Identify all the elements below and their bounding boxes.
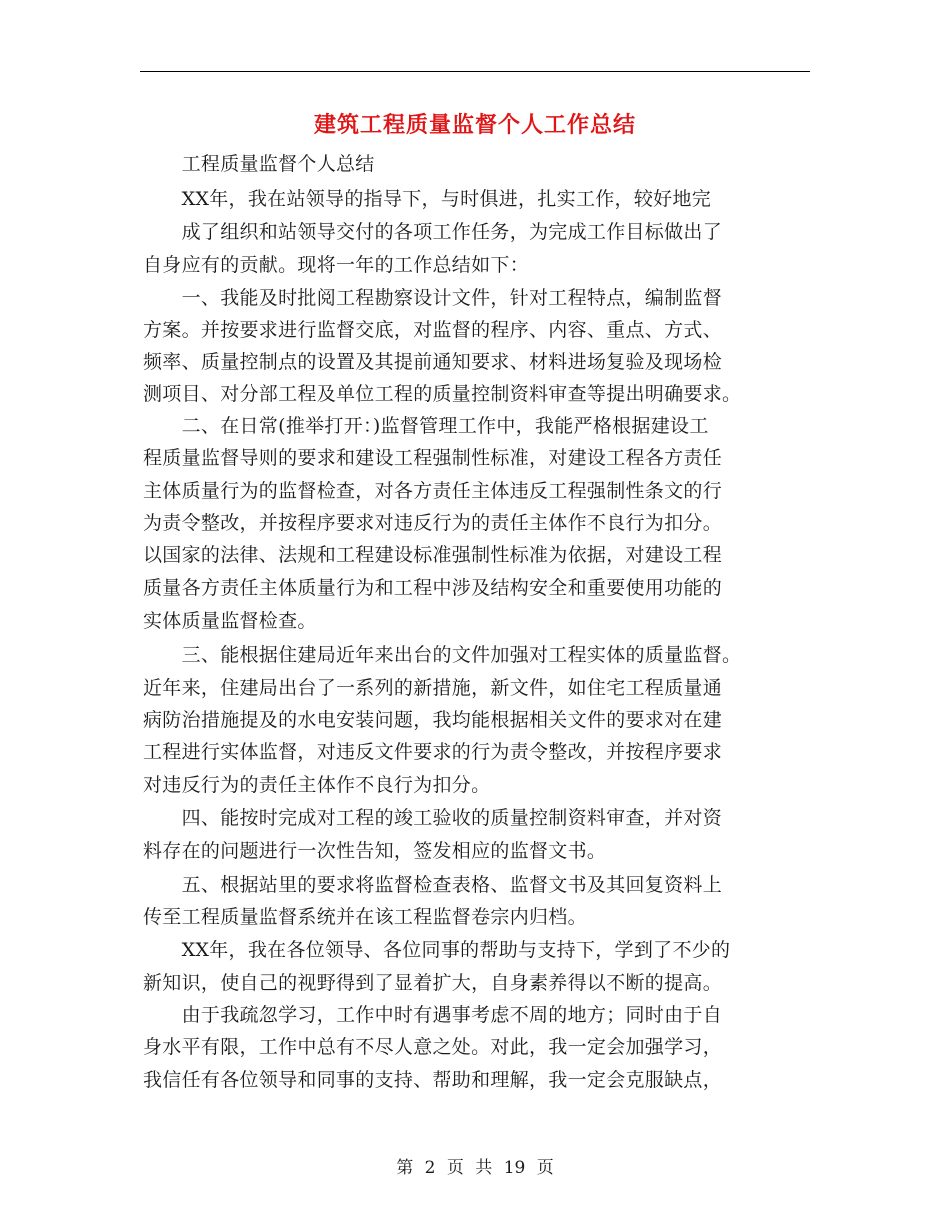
body-line: 由于我疏忽学习，工作中时有遇事考虑不周的地方；同时由于自: [143, 1004, 723, 1026]
body-line: 我信任有各位领导和同事的支持、帮助和理解，我一定会克服缺点，: [143, 1069, 723, 1091]
body-line: 主体质量行为的监督检查，对各方责任主体违反工程强制性条文的行: [143, 480, 723, 502]
body-line: 五、根据站里的要求将监督检查表格、监督文书及其回复资料上: [143, 874, 723, 896]
body-line: 四、能按时完成对工程的竣工验收的质量控制资料审查，并对资: [143, 807, 723, 829]
body-line: 传至工程质量监督系统并在该工程监督卷宗内归档。: [143, 906, 587, 928]
body-line: 三、能根据住建局近年来出台的文件加强对工程实体的质量监督。: [143, 644, 742, 666]
body-line: 一、我能及时批阅工程勘察设计文件，针对工程特点，编制监督: [143, 287, 723, 309]
body-line: 料存在的问题进行一次性告知，签发相应的监督文书。: [143, 840, 607, 862]
body-line: 方案。并按要求进行监督交底，对监督的程序、内容、重点、方式、: [143, 319, 723, 341]
page-number-footer: 第 2 页 共 19 页: [396, 1158, 554, 1178]
body-line: 工程质量监督个人总结: [143, 153, 375, 175]
header-rule: [140, 71, 810, 72]
body-line: 以国家的法律、法规和工程建设标准强制性标准为依据，对建设工程: [143, 544, 723, 566]
body-line: 程质量监督导则的要求和建设工程强制性标准，对建设工程各方责任: [143, 447, 723, 469]
body-line: 为责令整改，并按程序要求对违反行为的责任主体作不良行为扣分。: [143, 512, 723, 534]
body-line: 实体质量监督检查。: [143, 610, 317, 632]
body-line: 测项目、对分部工程及单位工程的质量控制资料审查等提出明确要求。: [143, 383, 742, 405]
body-line: 自身应有的贡献。现将一年的工作总结如下：: [143, 254, 530, 276]
body-line: XX年，我在站领导的指导下，与时俱进，扎实工作，较好地完: [143, 188, 712, 210]
body-line: 二、在日常(推举打开：)监督管理工作中，我能严格根据建设工: [143, 415, 709, 437]
body-line: 工程进行实体监督，对违反文件要求的行为责令整改，并按程序要求: [143, 741, 723, 763]
body-line: 对违反行为的责任主体作不良行为扣分。: [143, 774, 491, 796]
body-line: 身水平有限，工作中总有不尽人意之处。对此，我一定会加强学习，: [143, 1036, 723, 1058]
body-line: 成了组织和站领导交付的各项工作任务，为完成工作目标做出了: [143, 221, 723, 243]
body-line: 病防治措施提及的水电安装问题，我均能根据相关文件的要求对在建: [143, 709, 723, 731]
body-line: 近年来，住建局出台了一系列的新措施，新文件，如住宅工程质量通: [143, 677, 723, 699]
body-line: XX年，我在各位领导、各位同事的帮助与支持下，学到了不少的: [143, 939, 731, 961]
body-line: 新知识，使自己的视野得到了显着扩大，自身素养得以不断的提高。: [143, 972, 723, 994]
body-line: 频率、质量控制点的设置及其提前通知要求、材料进场复验及现场检: [143, 351, 723, 373]
body-line: 质量各方责任主体质量行为和工程中涉及结构安全和重要使用功能的: [143, 577, 723, 599]
document-title: 建筑工程质量监督个人工作总结: [313, 112, 636, 138]
